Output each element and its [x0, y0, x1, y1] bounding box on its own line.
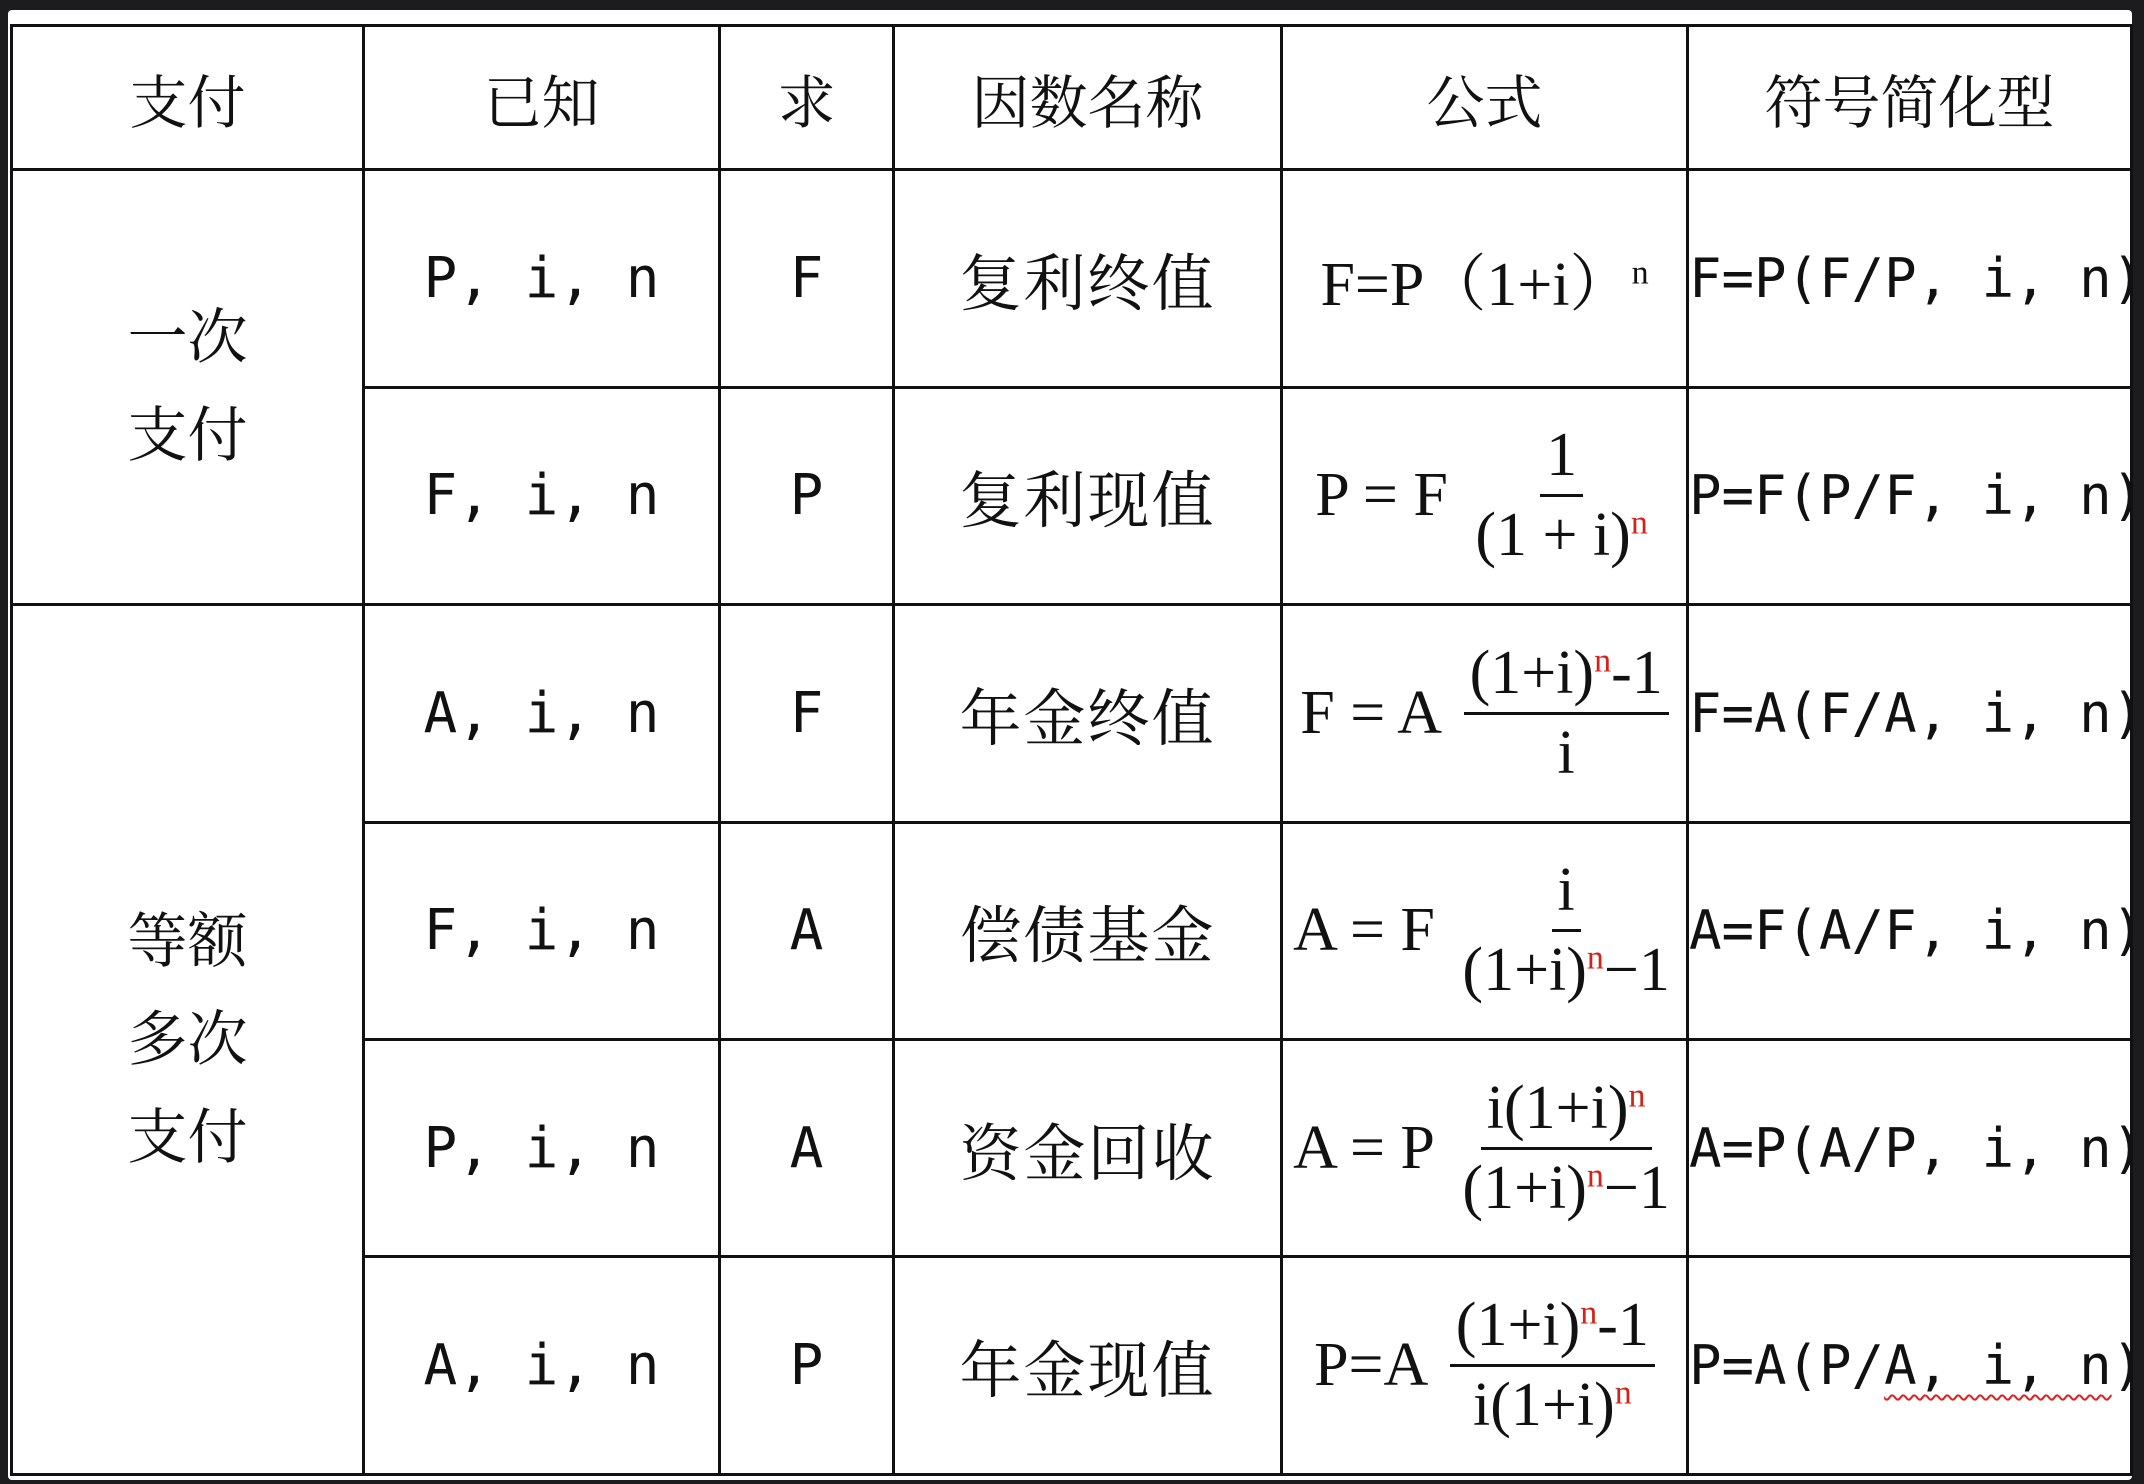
fraction-denominator	[1456, 932, 1675, 1003]
find-cell: P	[720, 1257, 894, 1475]
payment-type-single	[12, 170, 364, 605]
known-cell: P, i, n	[364, 170, 720, 387]
table-row	[12, 170, 2132, 387]
denominator-tail: −1	[1603, 936, 1670, 1005]
known-cell: A, i, n	[364, 1257, 720, 1475]
notation-cell	[1688, 1257, 2144, 1475]
fraction-denominator	[1456, 1150, 1675, 1221]
fraction-numerator	[1450, 1293, 1655, 1367]
fraction-numerator: i	[1552, 858, 1581, 932]
payment-label-line: 一次	[127, 303, 248, 374]
notation-cell: F=P(F/P, i, n)	[1688, 170, 2132, 387]
formula-cell	[1282, 170, 1688, 387]
formula-cell	[1282, 605, 1688, 822]
fraction-denominator: i	[1557, 718, 1575, 787]
formula-lhs: P=A	[1314, 1331, 1429, 1400]
known-cell: A, i, n	[364, 605, 720, 822]
header-known: 已知	[364, 26, 720, 170]
find-cell: A	[720, 822, 894, 1039]
formula-fraction	[1450, 1293, 1655, 1438]
formula-fraction	[1456, 858, 1675, 1003]
formula-cell	[1282, 387, 1688, 604]
document-sheet	[8, 10, 2144, 1480]
factor-name-cell: 偿债基金	[894, 822, 1282, 1039]
formula-cell	[1282, 822, 1688, 1039]
notation-prefix: P=A(P/	[1689, 1334, 1885, 1398]
header-row	[12, 26, 2132, 170]
notation-suffix: )	[2111, 1334, 2144, 1398]
notation-cell: P=F(P/F, i, n)	[1688, 387, 2132, 604]
find-cell: P	[720, 387, 894, 604]
header-factor-name: 因数名称	[894, 26, 1282, 170]
spellcheck-underlined-text: A, i, n	[1884, 1334, 2112, 1398]
payment-type-series	[12, 605, 364, 1475]
denominator-base: (1+i)	[1462, 936, 1587, 1005]
known-cell: F, i, n	[364, 387, 720, 604]
formula-lhs: F = A	[1300, 678, 1443, 747]
factor-name-cell: 年金终值	[894, 605, 1282, 822]
notation-cell: A=F(A/F, i, n)	[1688, 822, 2132, 1039]
interest-factor-table	[10, 24, 2144, 1476]
formula-fraction	[1469, 423, 1653, 568]
formula-exponent: n	[1594, 642, 1612, 680]
known-cell: F, i, n	[364, 822, 720, 1039]
header-payment: 支付	[12, 26, 364, 170]
formula-lhs: F=P（1+i）	[1320, 251, 1632, 319]
formula-cell	[1282, 1040, 1688, 1257]
formula-fraction	[1464, 638, 1669, 787]
payment-label-line: 支付	[127, 1102, 248, 1173]
numerator-base: (1+i)	[1455, 1291, 1581, 1360]
denominator-tail: −1	[1603, 1153, 1670, 1222]
table-row	[12, 605, 2132, 822]
fraction-denominator	[1467, 1367, 1638, 1438]
fraction-numerator	[1464, 638, 1669, 715]
factor-name-cell: 年金现值	[894, 1257, 1282, 1475]
formula-exponent: n	[1628, 1077, 1646, 1114]
formula-exponent: n	[1586, 1157, 1604, 1195]
header-formula: 公式	[1282, 26, 1688, 170]
find-cell: A	[720, 1040, 894, 1257]
formula-exponent: n	[1580, 1294, 1598, 1332]
formula-exponent: n	[1586, 939, 1604, 977]
formula-lhs: A = F	[1293, 896, 1435, 965]
notation-cell: F=A(F/A, i, n)	[1688, 605, 2132, 822]
payment-label-line: 多次	[127, 1004, 248, 1075]
fraction-numerator: 1	[1540, 423, 1583, 497]
known-cell: P, i, n	[364, 1040, 720, 1257]
numerator-tail: -1	[1597, 1291, 1649, 1360]
factor-name-cell: 资金回收	[894, 1040, 1282, 1257]
fraction-numerator	[1481, 1073, 1652, 1150]
fraction-denominator	[1469, 497, 1653, 568]
formula-exponent: n	[1614, 1374, 1632, 1412]
numerator-base: (1+i)	[1469, 638, 1595, 707]
payment-label-line: 等额	[127, 906, 248, 977]
payment-label-line: 支付	[127, 401, 248, 472]
numerator-tail: -1	[1611, 638, 1663, 707]
notation-cell: A=P(A/P, i, n)	[1688, 1040, 2132, 1257]
find-cell: F	[720, 170, 894, 387]
denominator-base: (1+i)	[1462, 1153, 1587, 1222]
formula-exponent: n	[1630, 504, 1648, 542]
header-find: 求	[720, 26, 894, 170]
denominator-base: (1 + i)	[1475, 501, 1631, 570]
formula-fraction	[1456, 1073, 1675, 1222]
find-cell: F	[720, 605, 894, 822]
formula-lhs: A = P	[1293, 1113, 1435, 1182]
factor-name-cell: 复利现值	[894, 387, 1282, 604]
formula-lhs: P = F	[1315, 461, 1448, 530]
formula-cell	[1282, 1257, 1688, 1475]
factor-name-cell: 复利终值	[894, 170, 1282, 387]
header-notation: 符号简化型	[1688, 26, 2132, 170]
numerator-base: i(1+i)	[1486, 1073, 1629, 1142]
formula-exponent: n	[1631, 254, 1649, 292]
denominator-base: i(1+i)	[1473, 1371, 1615, 1440]
